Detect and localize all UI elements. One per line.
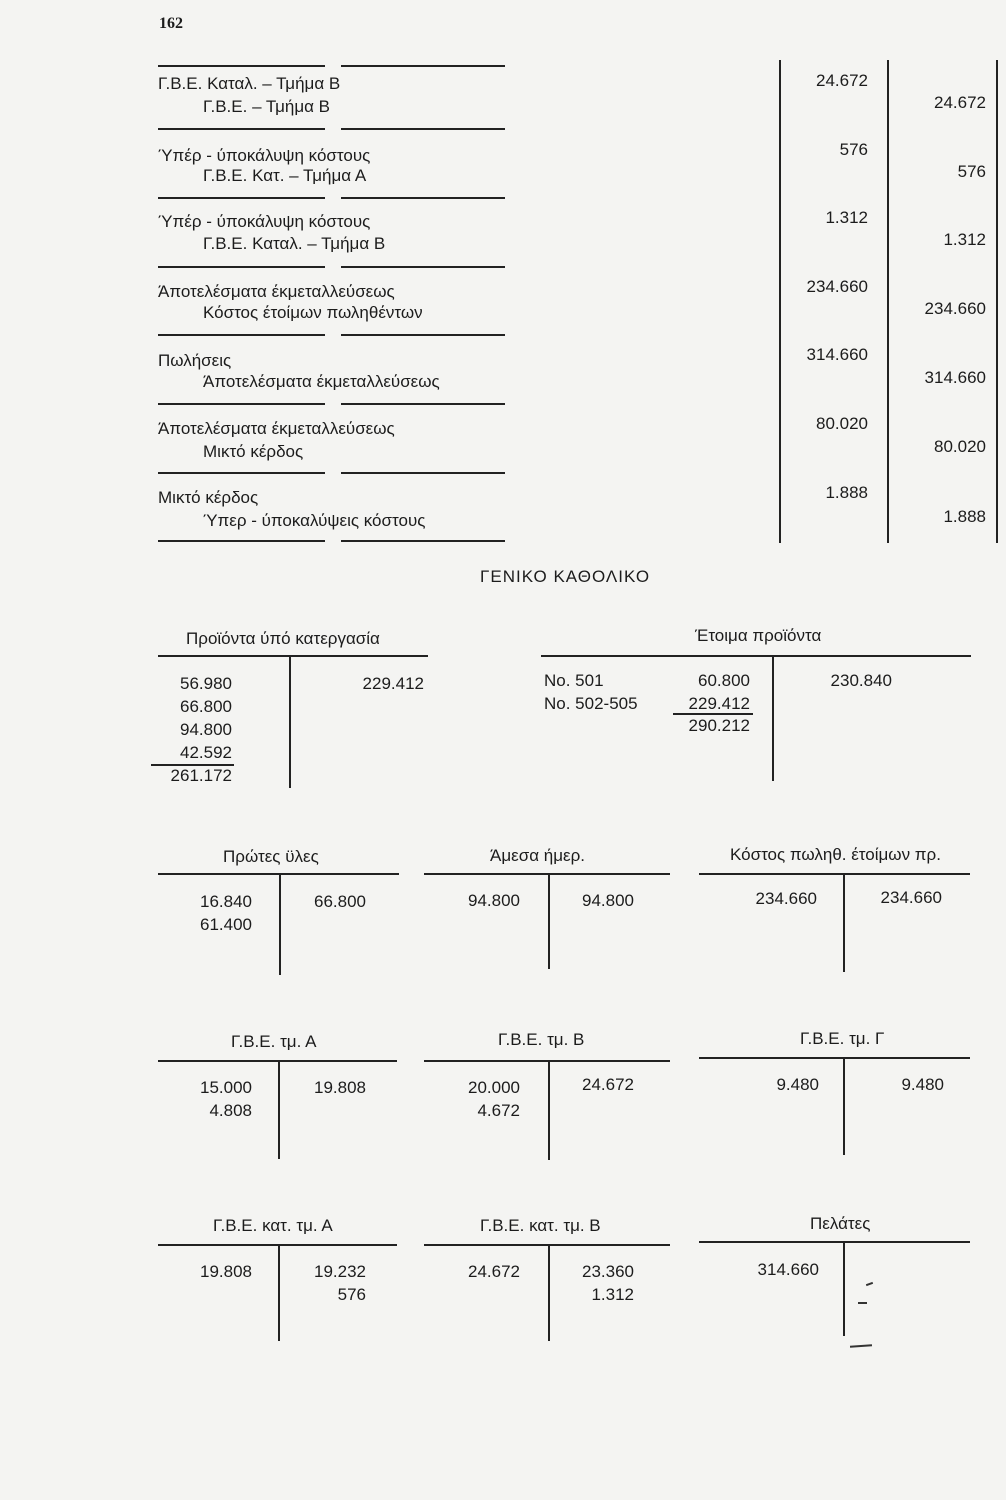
journal-debit-account: Πωλήσεις: [158, 351, 232, 370]
account-title: Πελάτες: [810, 1214, 871, 1233]
journal-sep: [341, 65, 505, 67]
journal-sep: [158, 403, 325, 405]
account-hline: [424, 873, 670, 875]
journal-col-rule-2: [887, 60, 889, 543]
journal-sep: [341, 540, 505, 542]
journal-credit-amount: 576: [957, 162, 986, 181]
journal-sep: [158, 334, 325, 336]
account-vline: [289, 655, 291, 788]
journal-debit-amount: 80.020: [816, 414, 868, 433]
debit-total: 290.212: [688, 716, 750, 735]
journal-debit-amount: 1.312: [825, 208, 868, 227]
account-hline: [699, 1241, 970, 1243]
journal-credit-account: Μικτό κέρδος: [203, 442, 304, 461]
journal-sep: [158, 540, 325, 542]
journal-credit-amount: 234.660: [924, 299, 986, 318]
debit-value: 24.672: [468, 1262, 520, 1281]
journal-debit-account: Ύπέρ - ύποκάλυψη κόστους: [158, 146, 371, 165]
journal-col-rule-3: [996, 60, 998, 543]
account-vline: [279, 873, 281, 975]
debit-value: 61.400: [200, 915, 252, 934]
total-rule: [673, 713, 753, 715]
journal-credit-amount: 80.020: [934, 437, 986, 456]
journal-credit-amount: 1.888: [943, 507, 986, 526]
account-title: Κόστος πωληθ. έτοίμων πρ.: [730, 845, 941, 864]
debit-value: 16.840: [200, 892, 252, 911]
journal-sep: [341, 128, 505, 130]
journal-credit-account: Ύπερ - ύποκαλύψεις κόστους: [203, 511, 426, 530]
account-title: Έτοιμα προϊόντα: [695, 626, 822, 645]
credit-value: 94.800: [582, 891, 634, 910]
credit-value: 576: [337, 1285, 366, 1304]
journal-credit-account: Γ.Β.Ε. Κατ. – Τμήμα Α: [203, 166, 367, 185]
journal-sep: [158, 65, 325, 67]
credit-value: 66.800: [314, 892, 366, 911]
journal-sep: [158, 197, 325, 199]
account-vline: [772, 655, 774, 781]
journal-sep: [341, 266, 505, 268]
account-vline: [843, 873, 845, 972]
journal-sep: [341, 472, 505, 474]
credit-value: 9.480: [901, 1075, 944, 1094]
credit-value: 230.840: [830, 671, 892, 690]
account-title: Γ.Β.Ε. τμ. Γ: [800, 1029, 885, 1048]
reference: Νο. 502-505: [544, 694, 638, 713]
journal-credit-account: Γ.Β.Ε. Καταλ. – Τμήμα Β: [203, 234, 386, 253]
ink-mark: [858, 1302, 867, 1304]
account-hline: [699, 1057, 970, 1059]
debit-value: 314.660: [757, 1260, 819, 1279]
journal-sep: [158, 266, 325, 268]
account-vline: [278, 1244, 280, 1341]
debit-value: 66.800: [180, 697, 232, 716]
journal-debit-account: Άποτελέσματα έκμεταλλεύσεως: [158, 419, 395, 438]
account-vline: [278, 1060, 280, 1159]
journal-debit-amount: 24.672: [816, 71, 868, 90]
debit-value: 56.980: [180, 674, 232, 693]
debit-value: 234.660: [755, 889, 817, 908]
reference: Νο. 501: [544, 671, 604, 690]
debit-value: 42.592: [180, 743, 232, 762]
debit-value: 94.800: [468, 891, 520, 910]
journal-debit-account: Ύπέρ - ύποκάλυψη κόστους: [158, 212, 371, 231]
journal-sep: [158, 128, 325, 130]
account-vline: [548, 873, 550, 969]
account-hline: [541, 655, 971, 657]
credit-value: 229.412: [362, 674, 424, 693]
ledger-title: ΓΕΝΙΚΟ ΚΑΘΟΛΙΚΟ: [480, 567, 651, 586]
journal-debit-amount: 234.660: [806, 277, 868, 296]
journal-credit-amount: 1.312: [943, 230, 986, 249]
debit-value: 15.000: [200, 1078, 252, 1097]
ink-mark: [850, 1344, 872, 1348]
journal-credit-account: Άποτελέσματα έκμεταλλεύσεως: [203, 372, 440, 391]
account-hline: [424, 1244, 670, 1246]
debit-value: 4.672: [477, 1101, 520, 1120]
journal-debit-amount: 1.888: [825, 483, 868, 502]
journal-sep: [341, 334, 505, 336]
journal-sep: [341, 197, 505, 199]
account-title: Πρώτες ϋλες: [223, 847, 319, 866]
credit-value: 19.808: [314, 1078, 366, 1097]
account-title: Γ.Β.Ε. τμ. Β: [498, 1030, 585, 1049]
account-hline: [699, 873, 970, 875]
journal-debit-amount: 314.660: [806, 345, 868, 364]
page-number: 162: [159, 15, 183, 32]
journal-sep: [158, 472, 325, 474]
journal-credit-amount: 24.672: [934, 93, 986, 112]
debit-value: 60.800: [698, 671, 750, 690]
debit-value: 229.412: [688, 694, 750, 713]
account-title: Γ.Β.Ε. τμ. Α: [231, 1032, 317, 1051]
debit-value: 9.480: [776, 1075, 819, 1094]
ink-mark: [866, 1282, 873, 1286]
journal-debit-account: Γ.Β.Ε. Καταλ. – Τμήμα Β: [158, 74, 341, 93]
journal-credit-amount: 314.660: [924, 368, 986, 387]
account-vline: [843, 1057, 845, 1155]
account-title: Άμεσα ήμερ.: [490, 846, 585, 865]
account-title: Γ.Β.Ε. κατ. τμ. Α: [213, 1216, 333, 1235]
journal-debit-account: Μικτό κέρδος: [158, 488, 259, 507]
journal-credit-account: Γ.Β.Ε. – Τμήμα Β: [203, 97, 331, 116]
debit-value: 20.000: [468, 1078, 520, 1097]
debit-total: 261.172: [170, 766, 232, 785]
account-hline: [424, 1060, 670, 1062]
account-title: Γ.Β.Ε. κατ. τμ. Β: [480, 1216, 601, 1235]
debit-value: 19.808: [200, 1262, 252, 1281]
credit-value: 24.672: [582, 1075, 634, 1094]
debit-value: 94.800: [180, 720, 232, 739]
journal-col-rule-1: [779, 60, 781, 543]
journal-credit-account: Κόστος έτοίμων πωληθέντων: [203, 303, 423, 322]
credit-value: 234.660: [880, 888, 942, 907]
credit-value: 1.312: [591, 1285, 634, 1304]
journal-debit-amount: 576: [839, 140, 868, 159]
account-hline: [158, 655, 428, 657]
journal-sep: [341, 403, 505, 405]
account-vline: [843, 1241, 845, 1336]
debit-value: 4.808: [209, 1101, 252, 1120]
credit-value: 19.232: [314, 1262, 366, 1281]
account-title: Προϊόντα ύπό κατεργασία: [186, 629, 380, 648]
journal-debit-account: Άποτελέσματα έκμεταλλεύσεως: [158, 282, 395, 301]
credit-value: 23.360: [582, 1262, 634, 1281]
